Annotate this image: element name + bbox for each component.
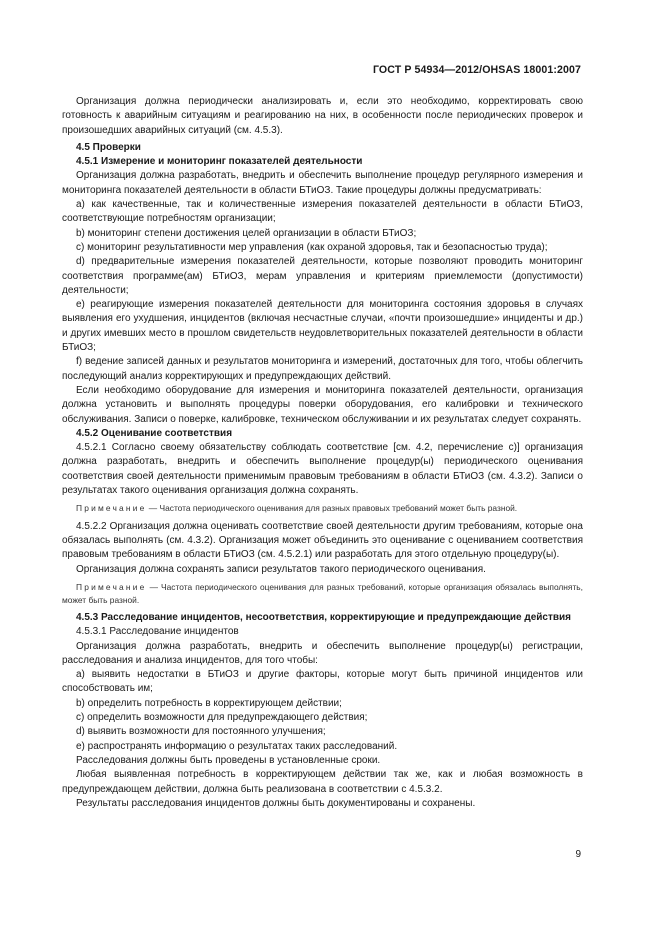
paragraph: Результаты расследования инцидентов должны быть документированы и сохранены. [76, 797, 476, 809]
paragraph: 4.5.3.1 Расследование инцидентов [76, 626, 239, 638]
paragraph: Любая выявленная потребность в корректирующем действии так же, как и любая возможность в предупреждающем действии, должна быть реализована в соответствии с 4.5.3.2. [62, 769, 583, 795]
note-text: — Частота периодического оценивания для разных правовых требований может быть разной. [146, 503, 518, 514]
paragraph: a) как качественные, так и количественные измерения показателей деятельности в области БТиОЗ, соответствующие потребностям организации; [62, 199, 583, 225]
paragraph: e) распространять информацию о результатах таких расследований. [76, 740, 398, 752]
section-heading: 4.5.3 Расследование инцидентов, несоответствия, корректирующие и предупреждающие действия [76, 612, 572, 623]
paragraph: Организация должна разработать, внедрить и обеспечить выполнение процедур(ы) регистрации, расследования и анализа инцидентов, для того чтобы: [62, 640, 583, 666]
paragraph: d) выявить возможности для постоянного улучшения; [76, 726, 326, 738]
paragraph: Расследования должны быть проведены в установленные сроки. [76, 754, 381, 766]
paragraph: b) определить потребность в корректирующем действии; [76, 697, 342, 709]
section-heading: 4.5.2 Оценивание соответствия [76, 427, 233, 439]
paragraph: b) мониторинг степени достижения целей организации в области БТиОЗ; [76, 227, 417, 239]
note [62, 581, 583, 606]
paragraph: Организация должна разработать, внедрить и обеспечить выполнение процедур регулярного измерения и мониторинга показателей деятельности в области БТиОЗ. Такие процедуры должны предусматривать: [62, 170, 583, 196]
paragraph: c) определить возможности для предупреждающего действия; [76, 712, 368, 724]
note-text: — Частота периодического оценивания для разных требований, которые организация обязалась выполнять, может быть разной. [62, 582, 583, 605]
paragraph: 4.5.2.1 Согласно своему обязательству соблюдать соответствие [см. 4.2, перечисление с)] организация должна разработать, внедрить и обеспечить выполнение процедур(ы) периодического оценивания соответствия своей деятельности применимым правовым требованиям в области БТиОЗ (см. 4.3.2). Записи о результатах такого оценивания организация должна сохранять. [62, 442, 583, 497]
note [62, 502, 583, 515]
paragraph: 4.5.2.2 Организация должна оценивать соответствие своей деятельности другим требованиям, которые она обязалась выполнять (см. 4.3.2). Организация может объединить это оценивание с оцениванием соответствия правовым требованиям в области БТиОЗ (см. 4.5.2.1) или разработать для этого отдельную процедуру(ы). [62, 520, 583, 561]
paragraph: f) ведение записей данных и результатов мониторинга и измерений, достаточных для того, чтобы облегчить последующий анализ корректирующих и предупреждающих действий. [62, 356, 583, 382]
document-header: ГОСТ Р 54934—2012/OHSAS 18001:2007 [372, 64, 581, 76]
paragraph: c) мониторинг результативности мер управления (как охраной здоровья, так и безопасностью труда); [76, 241, 548, 253]
section-heading: 4.5.1 Измерение и мониторинг показателей деятельности [76, 156, 363, 168]
paragraph: d) предварительные измерения показателей деятельности, которые позволяют проводить мониторинг соответствия программе(ам) БТиОЗ, мерам управления и критериям приемлемости (допустимости) деятельности; [62, 256, 583, 296]
paragraph: Организация должна периодически анализировать и, если это необходимо, корректировать свою готовность к аварийным ситуациям и реагированию на них, в особенности после периодических проверок и произошедших аварийных ситуаций (см. 4.5.3). [62, 96, 583, 136]
page-number: 9 [575, 849, 581, 860]
section-heading: 4.5 Проверки [76, 141, 141, 153]
note-label: Примечание [76, 582, 147, 592]
paragraph: a) выявить недостатки в БТиОЗ и другие факторы, которые могут быть причиной инцидентов или способствовать им; [62, 669, 583, 695]
paragraph: Если необходимо оборудование для измерения и мониторинга показателей деятельности, организация должна установить и выполнять процедуры поверки оборудования, его калибровки и технического обслуживания. Записи о поверке, калибровке, техническом обслуживании и их результатах следует сохранять. [62, 384, 583, 425]
note-label: Примечание [76, 503, 147, 514]
paragraph: Организация должна сохранять записи результатов такого периодического оценивания. [76, 563, 486, 575]
paragraph: e) реагирующие измерения показателей деятельности для мониторинга состояния здоровья в случаях выявления его ухудшения, инцидентов (включая несчастные случаи, «почти произошедшие» инциденты и др.) и других имевших место в прошлом свидетельств неудовлетворительных показателей деятельности в области БТиОЗ; [62, 299, 583, 354]
document-body [62, 95, 583, 811]
